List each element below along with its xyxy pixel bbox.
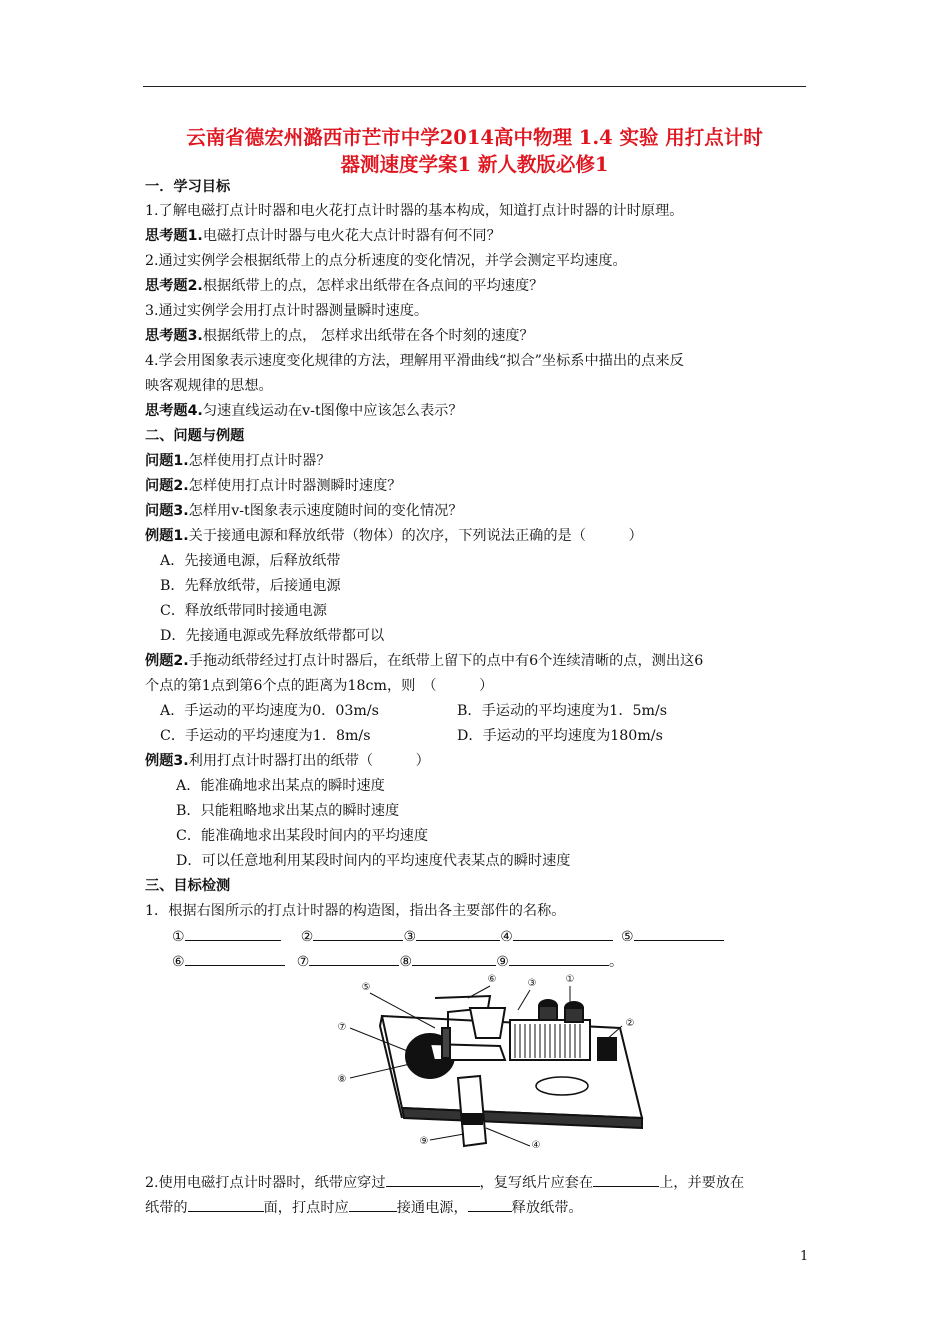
- example-1-option-d: D．先接通电源或先释放纸带都可以: [160, 628, 385, 644]
- marker-7: ⑦: [296, 954, 310, 970]
- example-text: 关于接通电源和释放纸带（物体）的次序，下列说法正确的是（ ）: [188, 528, 643, 544]
- blank-order-2[interactable]: [468, 1197, 512, 1212]
- document-title: [143, 124, 806, 178]
- problem-label: 问题1.: [145, 453, 189, 469]
- example-label: 例题1.: [145, 528, 189, 544]
- goal-4-line-2: 映客观规律的思想。: [145, 378, 273, 394]
- task-2-text: 面，打点时应: [263, 1200, 349, 1216]
- problem-text: 怎样用v-t图象表示速度随时间的变化情况？: [188, 503, 463, 519]
- blank-7[interactable]: [309, 951, 399, 966]
- problem-label: 问题2.: [145, 478, 189, 494]
- think-question-2: [145, 276, 543, 296]
- section-1-heading: 一．学习目标: [145, 179, 231, 195]
- problem-3: [145, 501, 463, 521]
- goal-4-line-1: 4.学会用图象表示速度变化规律的方法，理解用平滑曲线“拟合”坐标系中描出的点来反: [145, 353, 684, 369]
- blank-5[interactable]: [634, 926, 724, 941]
- parts-blanks-row-1: [172, 926, 724, 947]
- blank-side[interactable]: [188, 1197, 264, 1212]
- marker-1: ①: [172, 929, 185, 945]
- think-label: 思考题2.: [145, 278, 203, 294]
- example-2-option-c: C．手运动的平均速度为1．8m/s: [160, 728, 371, 744]
- marker-9: ⑨: [496, 954, 509, 970]
- marker-3: ③: [403, 929, 417, 945]
- marker-8: ⑧: [399, 954, 413, 970]
- fig-label-1: ①: [565, 974, 575, 985]
- arm-post: [442, 1028, 450, 1058]
- task-2-text: 纸带的: [145, 1200, 188, 1216]
- problem-2: [145, 476, 401, 496]
- limit-hole: [470, 1008, 505, 1038]
- think-question-3: [145, 326, 534, 346]
- fig-label-7: ⑦: [337, 1022, 347, 1033]
- think-question-4: [145, 401, 463, 421]
- example-2-options-ab: [160, 701, 800, 721]
- blank-carbon-on[interactable]: [593, 1172, 659, 1187]
- marker-4: ④: [500, 929, 513, 945]
- fig-label-5: ⑤: [361, 982, 371, 993]
- header-rule: [143, 86, 806, 87]
- fig-label-3: ③: [527, 978, 537, 989]
- task-2-text: ，复写纸片应套在: [479, 1175, 594, 1191]
- timer-diagram: [330, 968, 650, 1148]
- example-3-option-c: C．能准确地求出某段时间内的平均速度: [176, 828, 429, 844]
- problem-text: 怎样使用打点计时器？: [188, 453, 331, 469]
- think-text: 根据纸带上的点，怎样求出纸带在各点间的平均速度？: [202, 278, 544, 294]
- example-3-option-b: B．只能粗略地求出某点的瞬时速度: [176, 803, 400, 819]
- task-1: 1．根据右图所示的打点计时器的构造图，指出各主要部件的名称。: [145, 903, 566, 919]
- blank-8[interactable]: [412, 951, 496, 966]
- example-3: [145, 751, 430, 771]
- example-text: 利用打点计时器打出的纸带（ ）: [188, 753, 430, 769]
- blank-4[interactable]: [513, 926, 613, 941]
- example-2-line-2: 个点的第1点到第6个点的距离为18cm，则 （ ）: [145, 678, 494, 694]
- title-line-2: 器测速度学案1 新人教版必修1: [340, 153, 609, 176]
- example-1-option-c: C．释放纸带同时接通电源: [160, 603, 327, 619]
- example-2-option-b: B．手运动的平均速度为1．5m/s: [457, 703, 668, 719]
- example-1: [145, 526, 643, 546]
- marker-5: ⑤: [620, 929, 634, 945]
- title-line-1: 云南省德宏州潞西市芒市中学2014高中物理 1.4 实验 用打点计时: [186, 126, 763, 149]
- task-2-text: 释放纸带。: [511, 1200, 583, 1216]
- example-label: 例题3.: [145, 753, 189, 769]
- page-number: 1: [800, 1249, 809, 1264]
- task-2-text: 2.使用电磁打点计时器时，纸带应穿过: [145, 1175, 386, 1191]
- think-text: 根据纸带上的点， 怎样求出纸带在各个时刻的速度？: [202, 328, 534, 344]
- fig-label-9: ⑨: [419, 1136, 429, 1147]
- marker-2: ②: [300, 929, 314, 945]
- example-text: 手拖动纸带经过打点计时器后，在纸带上留下的点中有6个连续清晰的点，测出这6: [188, 653, 704, 669]
- end-mark: 。: [608, 954, 624, 970]
- example-3-option-a: A．能准确地求出某点的瞬时速度: [176, 778, 385, 794]
- think-label: 思考题4.: [145, 403, 203, 419]
- task-2-line-1: [145, 1172, 744, 1193]
- fig-label-4: ④: [531, 1140, 541, 1148]
- fig-label-6: ⑥: [487, 974, 497, 985]
- example-2-option-d: D．手运动的平均速度为180m/s: [457, 728, 663, 744]
- blank-tape-through[interactable]: [386, 1172, 480, 1187]
- fig-label-8: ⑧: [337, 1074, 347, 1085]
- goal-2: 2.通过实例学会根据纸带上的点分析速度的变化情况，并学会测定平均速度。: [145, 253, 627, 269]
- example-2-options-cd: [160, 726, 800, 746]
- example-1-option-a: A．先接通电源，后释放纸带: [160, 553, 341, 569]
- section-2-heading: 二、问题与例题: [145, 428, 245, 444]
- fig-label-2: ②: [625, 1018, 635, 1029]
- think-text: 电磁打点计时器与电火花大点计时器有何不同？: [202, 228, 501, 244]
- example-label: 例题2.: [145, 653, 189, 669]
- problem-label: 问题3.: [145, 503, 189, 519]
- paper-tape: [458, 1076, 486, 1146]
- think-text: 匀速直线运动在v-t图像中应该怎么表示？: [202, 403, 463, 419]
- goal-1: 1.了解电磁打点计时器和电火花打点计时器的基本构成，知道打点计时器的计时原理。: [145, 203, 684, 219]
- switch: [598, 1038, 616, 1060]
- example-2-option-a: A．手运动的平均速度为0．03m/s: [160, 703, 379, 719]
- problem-1: [145, 451, 331, 471]
- problem-text: 怎样使用打点计时器测瞬时速度？: [188, 478, 402, 494]
- blank-order-1[interactable]: [349, 1197, 397, 1212]
- example-1-option-b: B．先释放纸带，后接通电源: [160, 578, 341, 594]
- blank-3[interactable]: [416, 926, 500, 941]
- think-question-1: [145, 226, 501, 246]
- blank-6[interactable]: [185, 951, 285, 966]
- section-3-heading: 三、目标检测: [145, 878, 231, 894]
- goal-3: 3.通过实例学会用打点计时器测量瞬时速度。: [145, 303, 429, 319]
- task-2-line-2: [145, 1197, 583, 1218]
- blank-1[interactable]: [185, 926, 281, 941]
- blank-9[interactable]: [509, 951, 609, 966]
- example-3-option-d: D．可以任意地利用某段时间内的平均速度代表某点的瞬时速度: [176, 853, 571, 869]
- think-label: 思考题1.: [145, 228, 203, 244]
- think-label: 思考题3.: [145, 328, 203, 344]
- blank-2[interactable]: [313, 926, 403, 941]
- example-2: [145, 651, 703, 671]
- task-2-text: 接通电源，: [396, 1200, 468, 1216]
- marker-6: ⑥: [172, 954, 185, 970]
- task-2-text: 上，并要放在: [659, 1175, 745, 1191]
